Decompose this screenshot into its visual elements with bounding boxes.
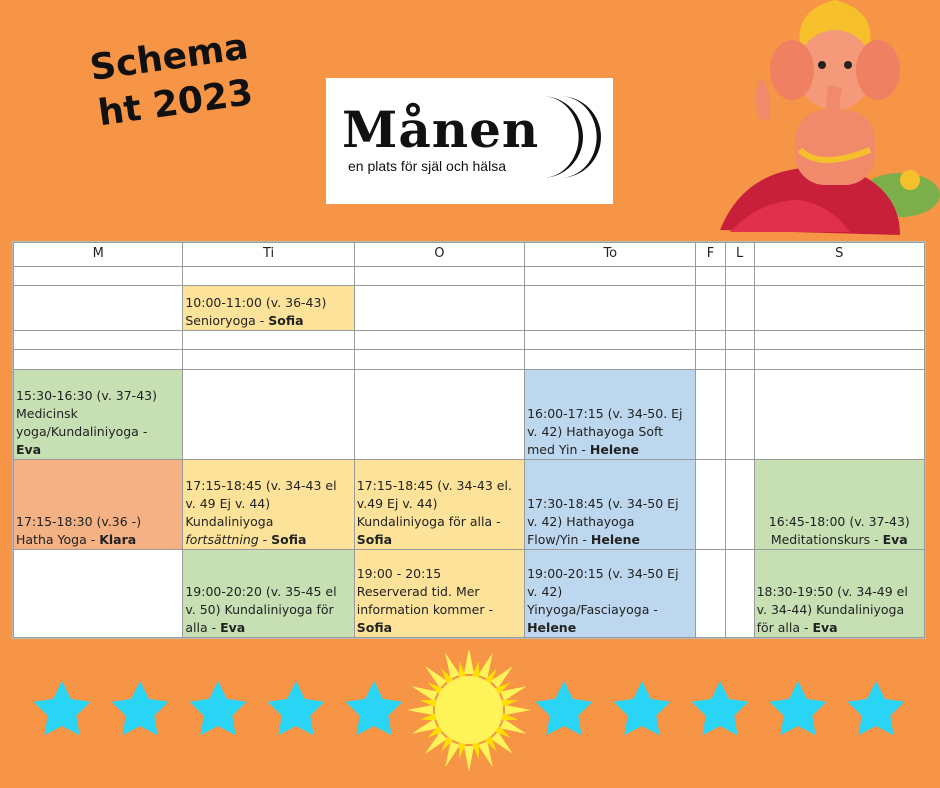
day-header-saturday: L bbox=[725, 243, 754, 267]
star-icon bbox=[34, 681, 91, 735]
star-icon bbox=[770, 681, 827, 735]
day-header-tuesday: Ti bbox=[183, 243, 354, 267]
schedule-table bbox=[12, 241, 926, 639]
table-row bbox=[14, 549, 925, 637]
class-cell-senioryoga: 10:00-11:00 (v. 36-43) Senioryoga - Sofia bbox=[183, 285, 354, 330]
sun-icon bbox=[407, 650, 531, 772]
stars-and-sun-decoration bbox=[0, 650, 940, 788]
class-cell-hathayoga-flow: 17:30-18:45 (v. 34-50 Ej v. 42) Hathayoga Flow/Yin - Helene bbox=[525, 459, 696, 549]
logo-wordmark: Månen bbox=[342, 100, 540, 159]
star-icon bbox=[614, 681, 671, 735]
logo-tagline: en plats för själ och hälsa bbox=[348, 158, 506, 174]
day-header-thursday: To bbox=[525, 243, 696, 267]
day-header-monday: M bbox=[14, 243, 183, 267]
star-icon bbox=[112, 681, 169, 735]
star-icon bbox=[268, 681, 325, 735]
class-cell-hathayoga-soft: 16:00-17:15 (v. 34-50. Ej v. 42) Hathayoga Soft med Yin - Helene bbox=[525, 369, 696, 459]
day-header-friday: F bbox=[696, 243, 725, 267]
day-header-wednesday: O bbox=[354, 243, 524, 267]
table-row bbox=[14, 350, 925, 369]
title-line-2: ht 2023 bbox=[95, 72, 256, 135]
table-row bbox=[14, 369, 925, 459]
class-cell-kundaliniyoga-for-alla-wed: 17:15-18:45 (v. 34-43 el. v.49 Ej v. 44) Kundaliniyoga för alla - Sofia bbox=[354, 459, 524, 549]
day-header-sunday: S bbox=[754, 243, 924, 267]
class-cell-meditationskurs: 16:45-18:00 (v. 37-43) Meditationskurs - Eva bbox=[754, 459, 924, 549]
class-cell-kundaliniyoga-for-alla-sun: 18:30-19:50 (v. 34-49 el v. 34-44) Kundaliniyoga för alla - Eva bbox=[754, 549, 924, 637]
manen-logo bbox=[326, 78, 613, 204]
ganesha-illustration bbox=[700, 0, 940, 240]
class-cell-kundaliniyoga-for-alla-tue: 19:00-20:20 (v. 35-45 el v. 50) Kundaliniyoga för alla - Eva bbox=[183, 549, 354, 637]
class-cell-reserverad-tid: 19:00 - 20:15 Reserverad tid. Mer information kommer - Sofia bbox=[354, 549, 524, 637]
class-cell-hatha-yoga: 17:15-18:30 (v.36 -) Hatha Yoga - Klara bbox=[14, 459, 183, 549]
star-icon bbox=[536, 681, 593, 735]
table-row bbox=[14, 285, 925, 330]
table-row bbox=[14, 330, 925, 349]
class-cell-kundaliniyoga-fortsattning: 17:15-18:45 (v. 34-43 el v. 49 Ej v. 44) Kundaliniyoga fortsättning - Sofia bbox=[183, 459, 354, 549]
class-cell-medicinsk-yoga: 15:30-16:30 (v. 37-43) Medicinsk yoga/Kundaliniyoga - Eva bbox=[14, 369, 183, 459]
table-row bbox=[14, 459, 925, 549]
star-icon bbox=[346, 681, 403, 735]
star-icon bbox=[848, 681, 905, 735]
moon-logo-icon bbox=[534, 92, 606, 182]
title-line-1: Schema bbox=[87, 26, 251, 90]
header-row bbox=[14, 243, 925, 267]
star-icon bbox=[692, 681, 749, 735]
schedule-title bbox=[62, 21, 283, 141]
star-icon bbox=[190, 681, 247, 735]
table-row bbox=[14, 266, 925, 285]
class-cell-yinyoga: 19:00-20:15 (v. 34-50 Ej v. 42) Yinyoga/Fasciayoga - Helene bbox=[525, 549, 696, 637]
